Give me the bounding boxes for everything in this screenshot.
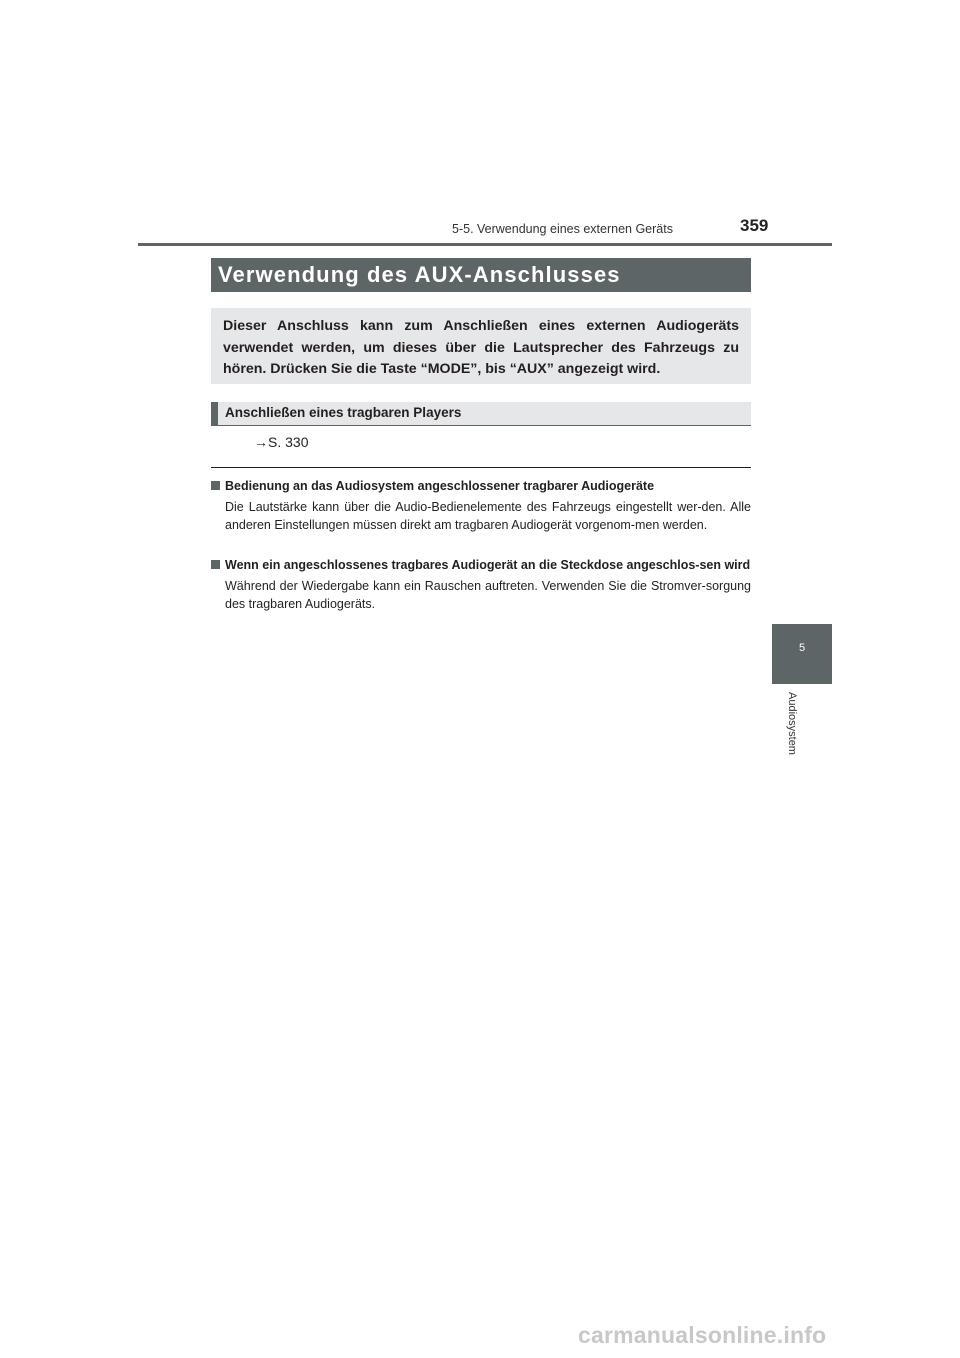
watermark: carmanualsonline.info	[578, 1322, 827, 1348]
page-reference-link[interactable]: →S. 330	[254, 434, 309, 450]
page-number: 359	[740, 216, 769, 235]
note-heading	[211, 477, 751, 495]
chapter-tab[interactable]: 5	[772, 624, 832, 684]
subheading-divider	[211, 425, 751, 426]
section-header: 5-5. Verwendung eines externen Geräts	[452, 222, 673, 236]
header-divider	[138, 243, 832, 246]
page-title: Verwendung des AUX-Anschlusses	[211, 258, 751, 292]
section-divider	[211, 467, 751, 468]
note-body: Die Lautstärke kann über die Audio-Bedienelemente des Fahrzeugs eingestellt wer-den. Alle anderen Einstellungen müssen direkt am tragbaren Audiogerät vorgenom-men werden.	[225, 500, 751, 532]
note-item	[211, 477, 751, 534]
note-heading-text: Wenn ein angeschlossenes tragbares Audiogerät an die Steckdose angeschlos-sen wird	[225, 558, 751, 572]
note-item	[211, 556, 751, 613]
square-bullet-icon	[211, 481, 220, 490]
note-heading	[211, 556, 751, 574]
square-bullet-icon	[211, 560, 220, 569]
note-body: Während der Wiedergabe kann ein Rauschen auftreten. Verwenden Sie die Stromver-sorgung des tragbaren Audiogeräts.	[225, 579, 751, 611]
intro-box: Dieser Anschluss kann zum Anschließen eines externen Audiogeräts verwendet werden, um dieses über die Lautsprecher des Fahrzeugs zu hören. Drücken Sie die Taste “MODE”, bis “AUX” angezeigt wird.	[211, 308, 751, 384]
note-heading-text: Bedienung an das Audiosystem angeschlossener tragbarer Audiogeräte	[225, 479, 655, 493]
chapter-label: Audiosystem	[786, 692, 798, 755]
subheading: Anschließen eines tragbaren Players	[211, 402, 751, 426]
